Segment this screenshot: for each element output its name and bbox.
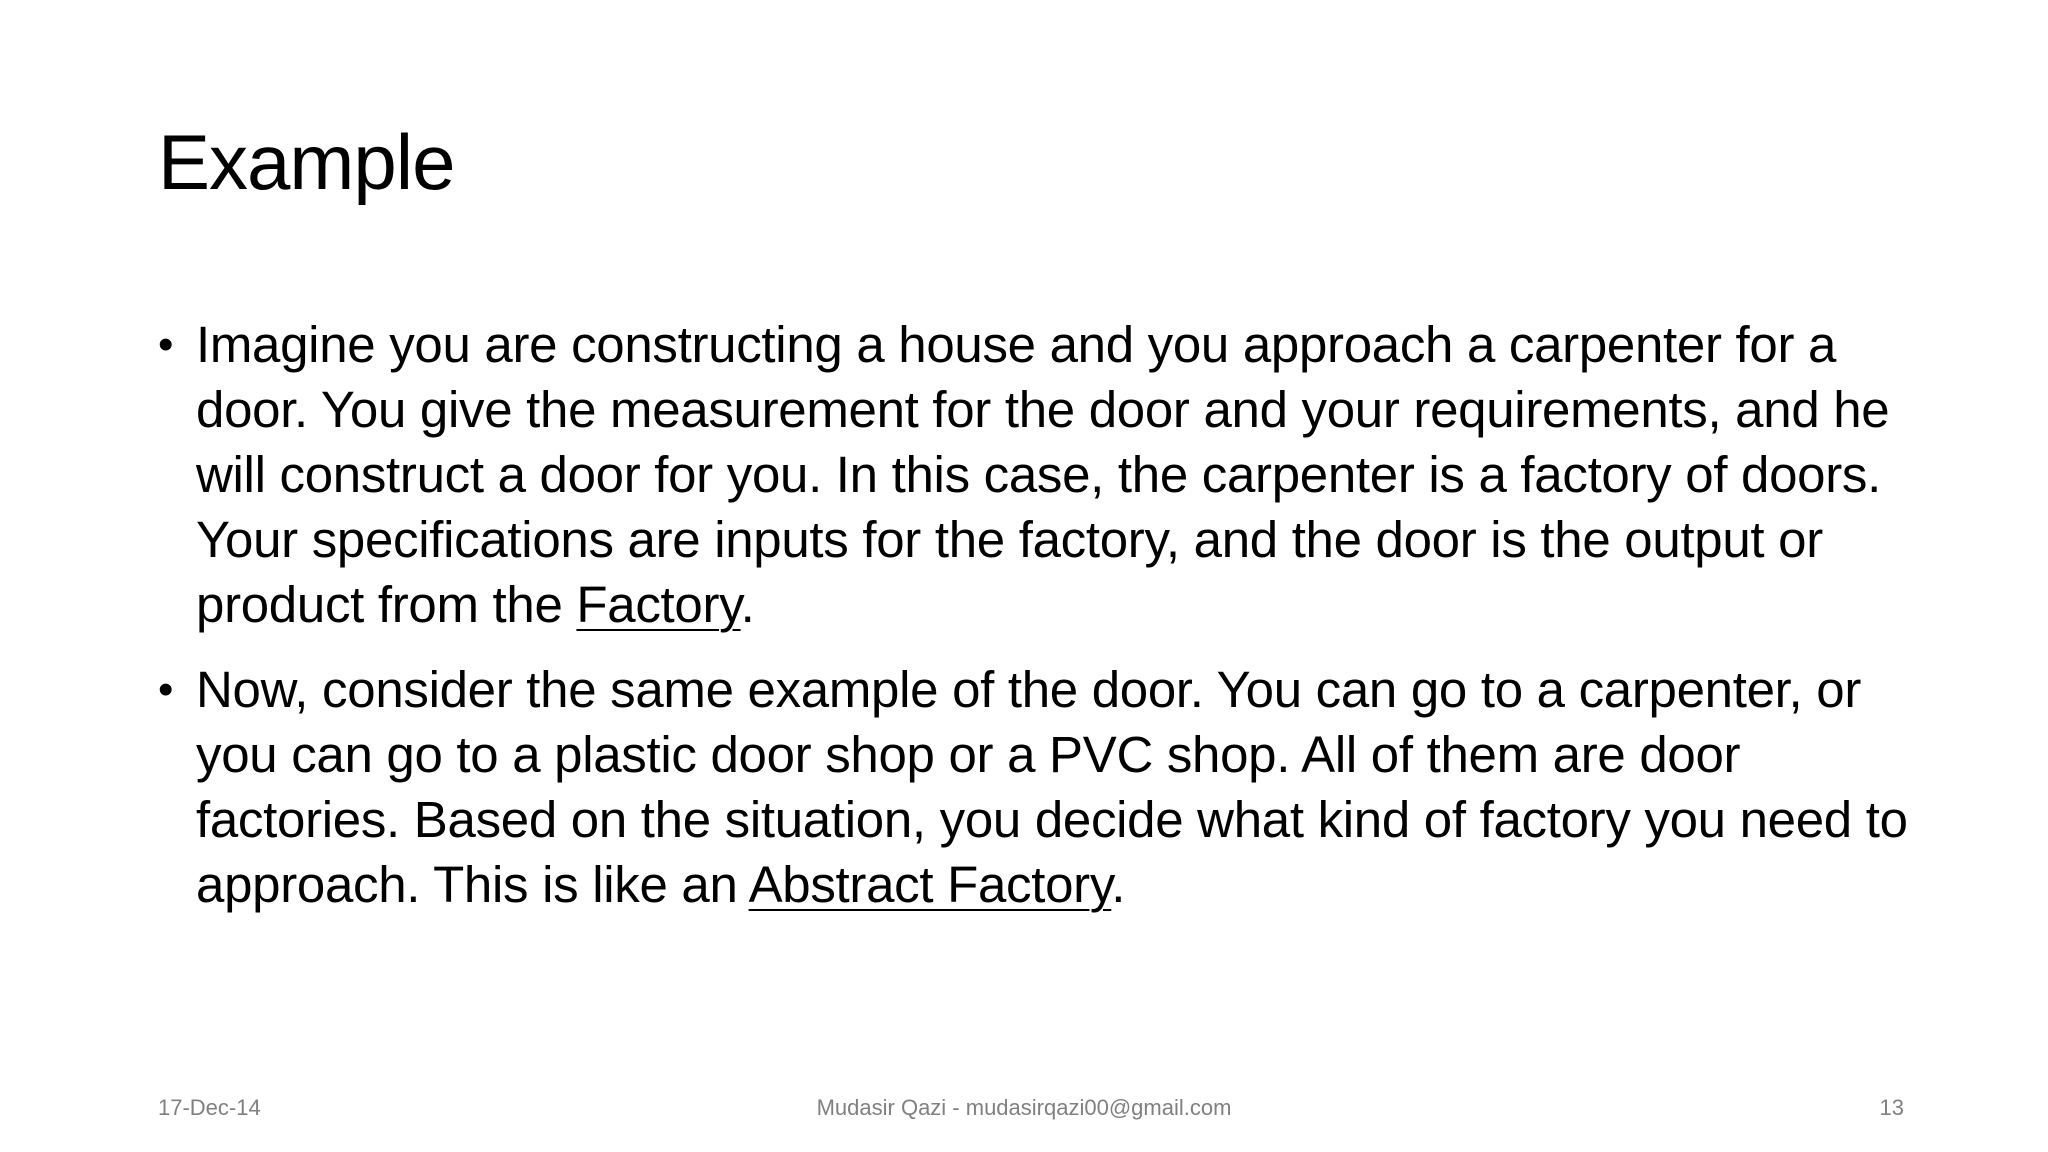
page-number: 13 bbox=[1879, 1095, 1904, 1120]
bullet-dot-icon: • bbox=[158, 320, 174, 369]
slide-title: Example bbox=[158, 118, 455, 206]
bullet-text-1: Imagine you are constructing a house and you approach a carpenter for a door. You give the measurement for the door and your requirements, and he will construct a door for you. In this case, the carpenter is a factory of doors. Your specifications are inputs for the factory, and the door is the output or product from the bbox=[196, 316, 1890, 633]
bullet-item-1 bbox=[158, 312, 1918, 637]
bullet-item-2 bbox=[158, 657, 1918, 917]
bullet-end-1: . bbox=[740, 576, 755, 633]
abstract-factory-link[interactable]: Abstract Factory bbox=[748, 856, 1112, 913]
footer-date: 17-Dec-14 bbox=[158, 1095, 261, 1120]
factory-link[interactable]: Factory bbox=[576, 576, 741, 633]
bullet-list bbox=[158, 312, 1918, 937]
bullet-dot-icon: • bbox=[158, 665, 174, 714]
bullet-end-2: . bbox=[1111, 856, 1126, 913]
bullet-text-2: Now, consider the same example of the door. You can go to a carpenter, or you can go to a plastic door shop or a PVC shop. All of them are door factories. Based on the situation, you decide what kind of factory you need to approach. This is like an bbox=[196, 661, 1908, 913]
footer-author: Mudasir Qazi - mudasirqazi00@gmail.com bbox=[816, 1095, 1232, 1120]
